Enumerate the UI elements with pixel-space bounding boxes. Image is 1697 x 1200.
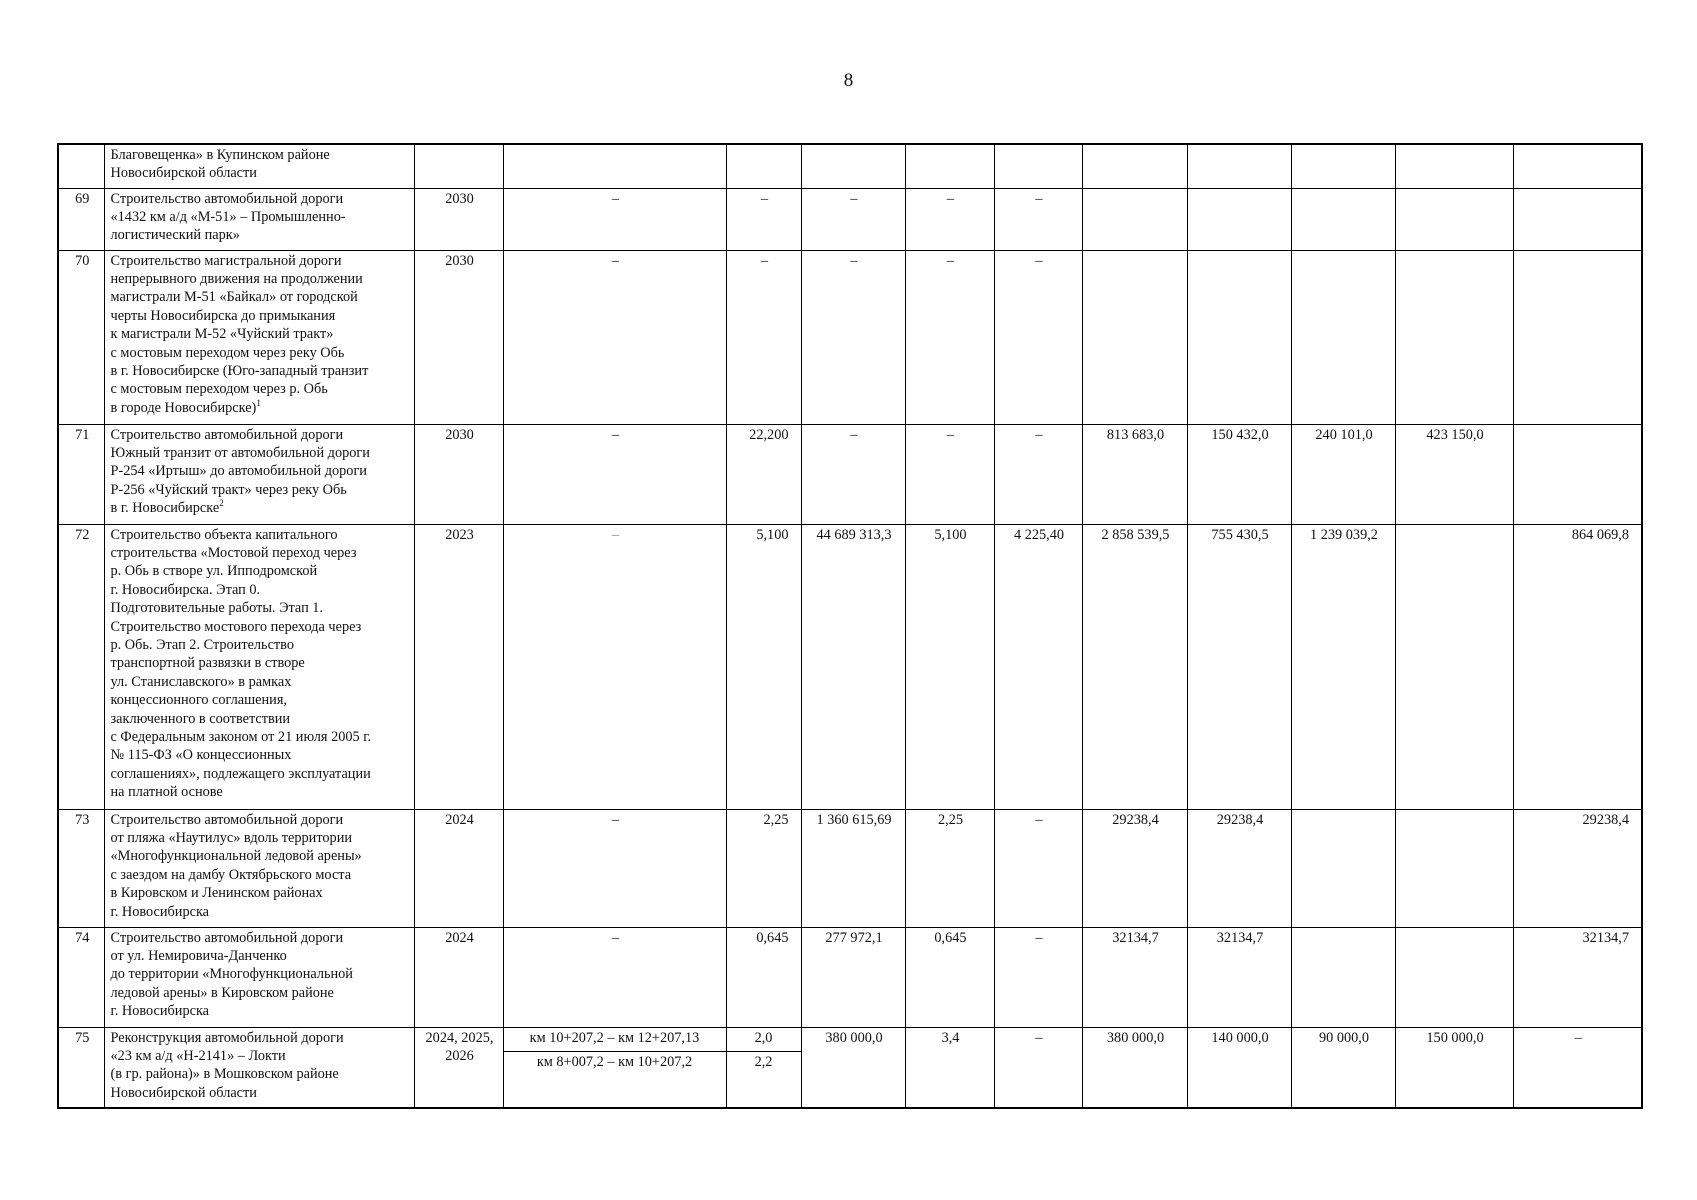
object-name-line: магистрали М-51 «Байкал» от городской bbox=[110, 289, 358, 306]
value-cell: – bbox=[994, 809, 1082, 927]
value-cell bbox=[1395, 188, 1513, 250]
table-row bbox=[58, 144, 1642, 188]
value-cell bbox=[1513, 424, 1642, 524]
value-cell: 5,100 bbox=[726, 524, 801, 809]
row-number: 72 bbox=[58, 524, 104, 809]
value-cell bbox=[1513, 250, 1642, 424]
object-name-line bbox=[111, 499, 410, 517]
object-name bbox=[104, 424, 414, 524]
object-name-line: Строительство автомобильной дороги bbox=[110, 426, 344, 443]
row-number: 74 bbox=[58, 927, 104, 1027]
value-cell: 90 000,0 bbox=[1291, 1027, 1395, 1108]
object-name-line: Строительство автомобильной дороги bbox=[110, 929, 344, 946]
object-name-line: «Многофункциональной ледовой арены» bbox=[110, 848, 362, 865]
length-part: 2,0 bbox=[727, 1028, 801, 1052]
object-name-line: р. Обь в створе ул. Ипподромской bbox=[110, 563, 318, 580]
object-name-line: логистический парк» bbox=[110, 227, 240, 244]
object-name-line: с мостовым переходом через р. Обь bbox=[110, 381, 328, 398]
road-construction-table bbox=[57, 143, 1643, 1109]
object-name-line: (в гр. района)» в Мошковском районе bbox=[110, 1066, 339, 1083]
value-cell: 240 101,0 bbox=[1291, 424, 1395, 524]
year-cell bbox=[414, 144, 503, 188]
object-name-line: заключенного в соответствии bbox=[110, 710, 291, 727]
value-cell bbox=[726, 1027, 801, 1108]
value-cell: – bbox=[994, 1027, 1082, 1108]
length-part: 2,2 bbox=[754, 1053, 773, 1070]
object-name-line: Строительство мостового перехода через bbox=[110, 618, 362, 635]
object-name-line: с Федеральным законом от 21 июля 2005 г. bbox=[110, 728, 372, 745]
value-cell: 4 225,40 bbox=[994, 524, 1082, 809]
value-cell: 140 000,0 bbox=[1187, 1027, 1291, 1108]
object-name-line: г. Новосибирска. Этап 0. bbox=[110, 581, 261, 598]
object-name bbox=[104, 809, 414, 927]
section-cell: – bbox=[503, 524, 726, 809]
object-name-line: «23 км а/д «Н-2141» – Локти bbox=[110, 1047, 286, 1064]
value-cell: 5,100 bbox=[905, 524, 994, 809]
value-cell: – bbox=[801, 424, 905, 524]
value-cell: 1 239 039,2 bbox=[1291, 524, 1395, 809]
object-name-line: соглашениях», подлежащего эксплуатации bbox=[110, 765, 371, 782]
value-cell bbox=[1395, 524, 1513, 809]
object-name-line: Строительство автомобильной дороги bbox=[110, 811, 344, 828]
section-cell: – bbox=[503, 250, 726, 424]
value-cell: 2,25 bbox=[726, 809, 801, 927]
value-cell bbox=[1395, 250, 1513, 424]
table-row bbox=[58, 250, 1642, 424]
value-cell: – bbox=[801, 188, 905, 250]
section-cell: – bbox=[503, 927, 726, 1027]
value-cell bbox=[1395, 144, 1513, 188]
value-cell: – bbox=[726, 250, 801, 424]
object-name-line: с мостовым переходом через реку Обь bbox=[110, 344, 345, 361]
object-name-line: от пляжа «Наутилус» вдоль территории bbox=[110, 829, 352, 846]
object-name-line: Строительство магистральной дороги bbox=[110, 252, 342, 269]
object-name-line: в г. Новосибирске (Юго-западный транзит bbox=[110, 362, 369, 379]
year-line: 2026 bbox=[445, 1047, 474, 1064]
value-cell bbox=[1395, 809, 1513, 927]
value-cell: 423 150,0 bbox=[1395, 424, 1513, 524]
object-name bbox=[104, 1027, 414, 1108]
year-cell: 2030 bbox=[414, 424, 503, 524]
value-cell bbox=[1082, 188, 1187, 250]
year-cell: 2024 bbox=[414, 927, 503, 1027]
year-cell: 2024 bbox=[414, 809, 503, 927]
value-cell bbox=[1187, 144, 1291, 188]
value-cell: 3,4 bbox=[905, 1027, 994, 1108]
section-cell bbox=[503, 144, 726, 188]
value-cell: 44 689 313,3 bbox=[801, 524, 905, 809]
value-cell bbox=[1082, 144, 1187, 188]
value-cell: 0,645 bbox=[726, 927, 801, 1027]
section-cell: – bbox=[503, 424, 726, 524]
value-cell: 2,25 bbox=[905, 809, 994, 927]
value-cell: – bbox=[994, 424, 1082, 524]
object-name-line: с заездом на дамбу Октябрьского моста bbox=[110, 866, 352, 883]
object-name-line: на платной основе bbox=[110, 784, 223, 801]
value-cell bbox=[1513, 144, 1642, 188]
object-name-line: ледовой арены» в Кировском районе bbox=[110, 984, 334, 1001]
value-cell: 22,200 bbox=[726, 424, 801, 524]
value-cell: 150 000,0 bbox=[1395, 1027, 1513, 1108]
value-cell: 150 432,0 bbox=[1187, 424, 1291, 524]
value-cell bbox=[726, 144, 801, 188]
value-cell: 2 858 539,5 bbox=[1082, 524, 1187, 809]
object-name-line: черты Новосибирска до примыкания bbox=[110, 307, 336, 324]
value-cell: 864 069,8 bbox=[1513, 524, 1642, 809]
year-cell: 2030 bbox=[414, 250, 503, 424]
value-cell bbox=[1291, 927, 1395, 1027]
section-cell bbox=[503, 1027, 726, 1108]
page-number: 8 bbox=[843, 70, 854, 91]
value-cell: 32134,7 bbox=[1187, 927, 1291, 1027]
row-number bbox=[58, 144, 104, 188]
table-row bbox=[58, 524, 1642, 809]
value-cell bbox=[1187, 188, 1291, 250]
value-cell: – bbox=[905, 188, 994, 250]
object-name-line-text: в городе Новосибирске) bbox=[110, 399, 257, 416]
row-number: 73 bbox=[58, 809, 104, 927]
value-cell: 755 430,5 bbox=[1187, 524, 1291, 809]
footnote-marker: 2 bbox=[219, 498, 224, 509]
value-cell bbox=[1291, 144, 1395, 188]
table-row bbox=[58, 809, 1642, 927]
object-name bbox=[104, 927, 414, 1027]
object-name bbox=[104, 524, 414, 809]
value-cell: 380 000,0 bbox=[801, 1027, 905, 1108]
object-name-line: Новосибирской области bbox=[110, 165, 257, 182]
value-cell bbox=[1187, 250, 1291, 424]
object-name-line: непрерывного движения на продолжении bbox=[110, 270, 363, 287]
year-cell: 2023 bbox=[414, 524, 503, 809]
object-name-line: к магистрали М-52 «Чуйский тракт» bbox=[110, 326, 334, 343]
value-cell: – bbox=[1513, 1027, 1642, 1108]
object-name-line: транспортной развязки в створе bbox=[110, 655, 305, 672]
object-name-line: Южный транзит от автомобильной дороги bbox=[110, 444, 370, 461]
value-cell bbox=[1291, 188, 1395, 250]
value-cell bbox=[1513, 188, 1642, 250]
object-name-line: Р-256 «Чуйский тракт» через реку Обь bbox=[110, 481, 347, 498]
object-name bbox=[104, 188, 414, 250]
value-cell: 32134,7 bbox=[1082, 927, 1187, 1027]
year-line: 2024, 2025, bbox=[425, 1029, 494, 1046]
value-cell: 29238,4 bbox=[1187, 809, 1291, 927]
table-row bbox=[58, 424, 1642, 524]
value-cell: 277 972,1 bbox=[801, 927, 905, 1027]
value-cell: – bbox=[726, 188, 801, 250]
value-cell bbox=[1082, 250, 1187, 424]
value-cell: 1 360 615,69 bbox=[801, 809, 905, 927]
object-name-line: Новосибирской области bbox=[110, 1084, 257, 1101]
table-row bbox=[58, 1027, 1642, 1108]
value-cell: – bbox=[994, 188, 1082, 250]
section-cell: – bbox=[503, 809, 726, 927]
value-cell: 32134,7 bbox=[1513, 927, 1642, 1027]
value-cell: – bbox=[905, 424, 994, 524]
value-cell bbox=[1291, 250, 1395, 424]
object-name-line: Строительство автомобильной дороги bbox=[110, 190, 344, 207]
object-name-line: Благовещенка» в Купинском районе bbox=[110, 147, 330, 163]
value-cell: 29238,4 bbox=[1513, 809, 1642, 927]
table-row bbox=[58, 188, 1642, 250]
object-name-line: от ул. Немировича-Данченко bbox=[110, 947, 287, 964]
section-part: км 8+007,2 – км 10+207,2 bbox=[536, 1053, 693, 1070]
object-name-line: ул. Станиславского» в рамках bbox=[110, 673, 292, 690]
object-name-line: г. Новосибирска bbox=[110, 903, 210, 920]
value-cell: – bbox=[994, 250, 1082, 424]
year-cell bbox=[414, 1027, 503, 1108]
object-name-line: Р-254 «Иртыш» до автомобильной дороги bbox=[110, 463, 367, 480]
value-cell: 0,645 bbox=[905, 927, 994, 1027]
object-name-line bbox=[111, 399, 410, 417]
value-cell bbox=[1291, 809, 1395, 927]
object-name-line: Строительство объекта капитального bbox=[110, 526, 338, 543]
row-number: 71 bbox=[58, 424, 104, 524]
object-name-line: строительства «Мостовой переход через bbox=[110, 544, 357, 561]
object-name-line: Подготовительные работы. Этап 1. bbox=[110, 600, 324, 617]
value-cell: 380 000,0 bbox=[1082, 1027, 1187, 1108]
object-name-line: «1432 км а/д «М-51» – Промышленно- bbox=[110, 208, 346, 225]
value-cell: 813 683,0 bbox=[1082, 424, 1187, 524]
value-cell: 29238,4 bbox=[1082, 809, 1187, 927]
year-cell: 2030 bbox=[414, 188, 503, 250]
value-cell bbox=[905, 144, 994, 188]
object-name-line: в Кировском и Ленинском районах bbox=[110, 885, 323, 902]
value-cell bbox=[801, 144, 905, 188]
footnote-marker: 1 bbox=[256, 397, 261, 408]
value-cell: – bbox=[994, 927, 1082, 1027]
row-number: 70 bbox=[58, 250, 104, 424]
row-number: 75 bbox=[58, 1027, 104, 1108]
value-cell bbox=[1395, 927, 1513, 1027]
object-name-line: концессионного соглашения, bbox=[110, 692, 287, 709]
object-name bbox=[104, 144, 414, 188]
object-name bbox=[104, 250, 414, 424]
object-name-line: р. Обь. Этап 2. Строительство bbox=[110, 636, 294, 653]
value-cell bbox=[994, 144, 1082, 188]
value-cell: – bbox=[905, 250, 994, 424]
object-name-line: Реконструкция автомобильной дороги bbox=[110, 1029, 344, 1046]
object-name-line: № 115-ФЗ «О концессионных bbox=[110, 747, 292, 764]
object-name-line-text: в г. Новосибирске bbox=[110, 500, 220, 517]
section-part: км 10+207,2 – км 12+207,13 bbox=[504, 1028, 726, 1052]
value-cell: – bbox=[801, 250, 905, 424]
row-number: 69 bbox=[58, 188, 104, 250]
object-name-line: г. Новосибирска bbox=[110, 1003, 210, 1020]
section-cell: – bbox=[503, 188, 726, 250]
object-name-line: до территории «Многофункциональной bbox=[110, 966, 353, 983]
table-row bbox=[58, 927, 1642, 1027]
